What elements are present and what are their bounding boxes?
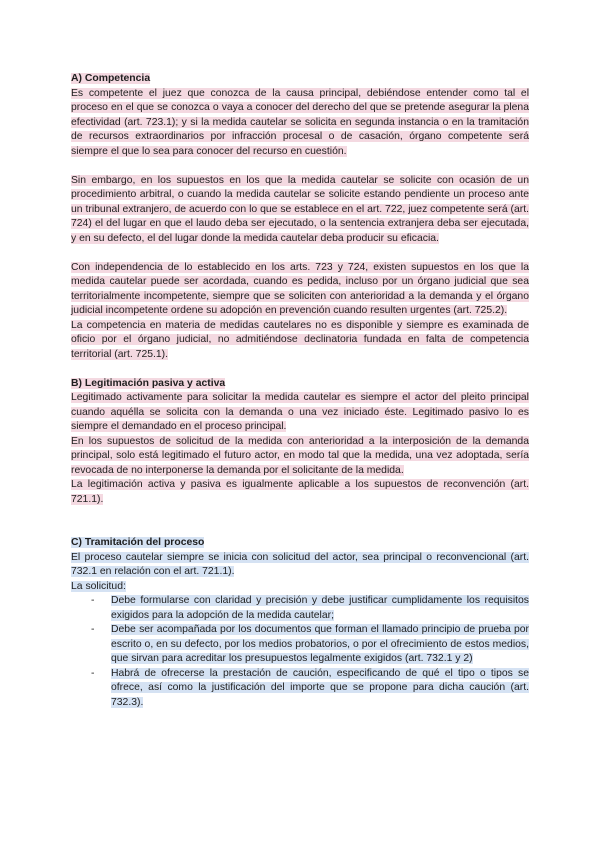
section-a-paragraph-1: Es competente el juez que conozca de la causa principal, debiéndose entender como tal el proceso en el que se conozca o vaya a conocer del derecho del que se pretende asegurar la plena efectividad (art. 723.1); y si la medida cautelar se solicita en segunda instancia o en la tramitación de recursos extraordinarios por infracción procesal o de casación, órgano competente será siempre el que lo sea para conocer del recurso en cuestión. bbox=[71, 87, 529, 157]
solicitud-requirements-list bbox=[71, 594, 529, 710]
section-b-paragraph-3: La legitimación activa y pasiva es igualmente aplicable a los supuestos de reconvención (art. 721.1). bbox=[71, 479, 529, 505]
section-c-intro: El proceso cautelar siempre se inicia con solicitud del actor, sea principal o reconvencional (art. 732.1 en relación con el art. 721.1). bbox=[71, 551, 529, 577]
list-item: - Debe ser acompañada por los documentos que forman el llamado principio de prueba por escrito o, en su defecto, por los medios probatorios, o por el ofrecimiento de estos medios, que sirvan para acreditar los presupuestos legalmente exigidos (art. 732.1 y 2) bbox=[91, 624, 529, 664]
section-a-paragraph-3: Con independencia de lo establecido en los arts. 723 y 724, existen supuestos en los que la medida cautelar puede ser acordada, cuando es pedida, incluso por un órgano judicial que sea territorialmente incompetente, siempre que se soliciten con anterioridad a la demanda y el órgano judicial incompetente ordene su adopción en prevención cuando resulten urgentes (art. 725.2). bbox=[71, 261, 529, 316]
list-item: - Debe formularse con claridad y precisión y debe justificar cumplidamente los requisitos exigidos para la adopción de la medida cautelar; bbox=[91, 595, 529, 621]
section-a-paragraph-4: La competencia en materia de medidas cautelares no es disponible y siempre es examinada de oficio por el órgano judicial, no admitiéndose declinatoria fundada en falta de competencia territorial (art. 725.1). bbox=[71, 319, 529, 360]
section-legitimacion bbox=[71, 377, 529, 508]
section-b-paragraph-1: Legitimado activamente para solicitar la medida cautelar es siempre el actor del pleito principal cuando aquélla se solicita con la demanda o una vez iniciado éste. Legitimado pasivo lo es siempre el demandado en el proceso principal. bbox=[71, 392, 529, 432]
bullet-dash: - bbox=[91, 667, 95, 679]
bullet-dash: - bbox=[91, 595, 95, 606]
list-item: - Habrá de ofrecerse la prestación de caución, especificando de qué el tipo o tipos se ofrece, así como la justificación del importe que se propone para dicha caución (art. 732.3). bbox=[91, 667, 529, 708]
section-c-list-label: La solicitud: bbox=[71, 580, 126, 592]
bullet-dash: - bbox=[91, 624, 95, 635]
section-b-paragraph-2: En los supuestos de solicitud de la medida con anterioridad a la interposición de la demanda principal, solo está legitimado el futuro actor, en modo tal que la medida, una vez adoptada, sería revocada de no interponerse la demanda por el solicitante de la medida. bbox=[71, 435, 529, 476]
section-c-title: C) Tramitación del proceso bbox=[71, 537, 205, 548]
section-tramitacion bbox=[71, 536, 529, 710]
section-competencia bbox=[71, 72, 529, 362]
section-a-title: A) Competencia bbox=[71, 73, 151, 84]
section-b-title: B) Legitimación pasiva y activa bbox=[71, 377, 226, 389]
section-a-paragraph-2: Sin embargo, en los supuestos en los que la medida cautelar se solicite con ocasión de un procedimiento arbitral, o cuando la medida cautelar se solicite estando pendiente un proceso ante un tribunal extranjero, de acuerdo con lo que se establece en el art. 722, juez competente será (art. 724) el del lugar en que el laudo deba ser ejecutado, o la sentencia extranjera deba ser ejecutada, y en su defecto, el del lugar donde la medida cautelar deba producir su eficacia. bbox=[71, 174, 529, 244]
